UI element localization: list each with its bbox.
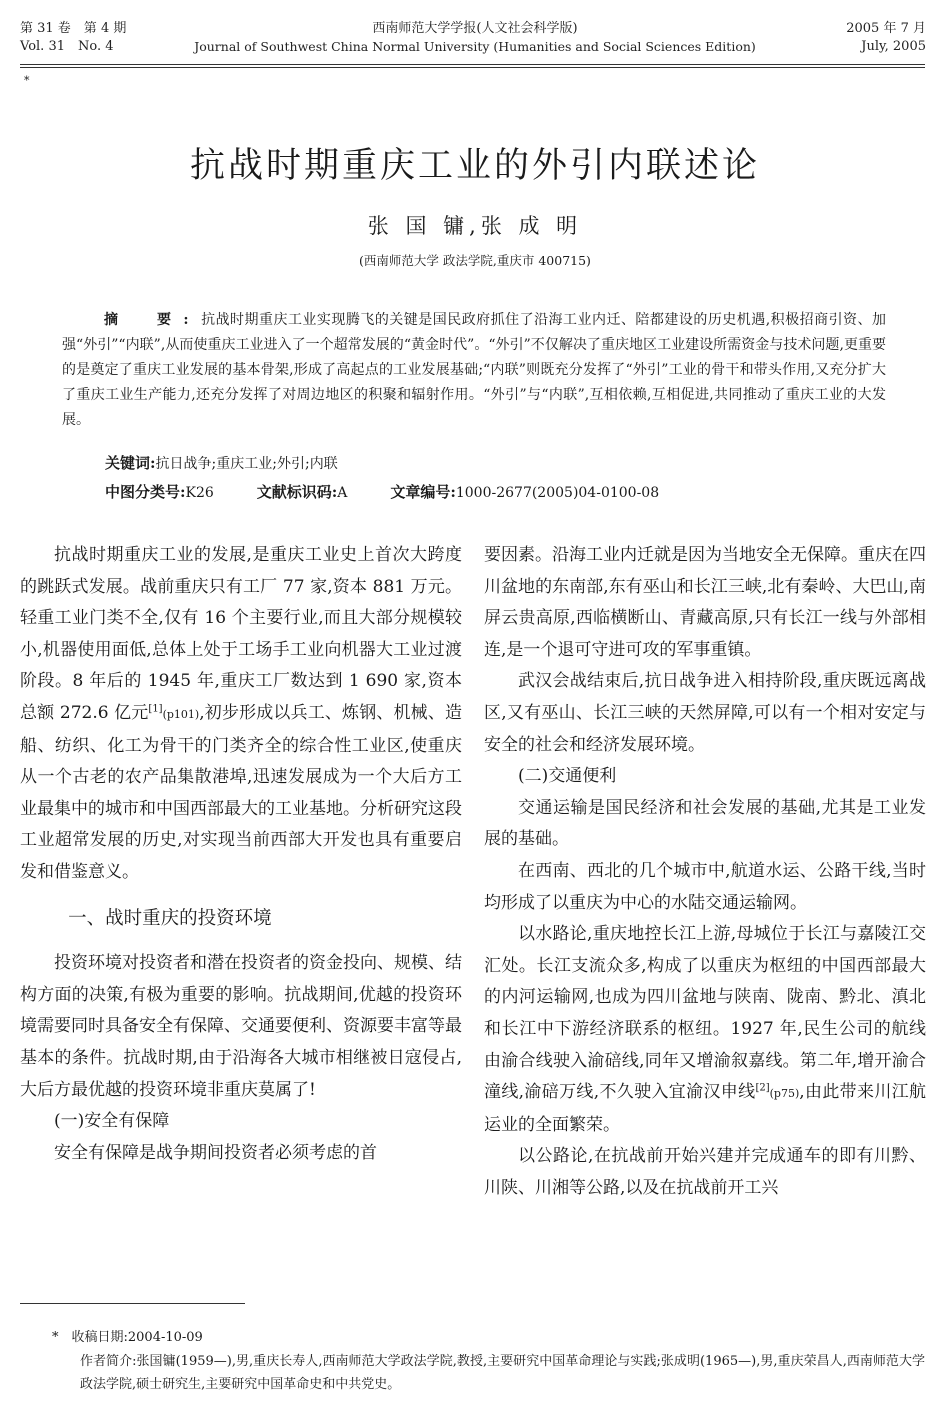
subsection-heading-transport: (二)交通便利	[518, 766, 617, 787]
classification-line	[105, 481, 659, 504]
citation-page-1: (p101)	[162, 707, 200, 721]
wuhan-paragraph: 武汉会战结束后,抗日战争进入相持阶段,重庆既远离战区,又有巫山、长江三峡的天然屏障,可以有一个相对安定与安全的社会和经济发展环境。	[484, 671, 926, 755]
abstract-label: 摘 要:	[104, 312, 201, 328]
article-number-label: 文章编号:	[390, 483, 456, 501]
waterway-paragraph	[484, 919, 926, 1141]
abstract	[62, 308, 886, 433]
volume-issue-cn: 第 31 卷 第 4 期	[20, 21, 127, 36]
transport-basis-paragraph: 交通运输是国民经济和社会发展的基础,尤其是工业发展的基础。	[484, 797, 926, 850]
clc-value: K26	[185, 485, 214, 501]
abstract-text: 抗战时期重庆工业实现腾飞的关键是国民政府抓住了沿海工业内迁、陪都建设的历史机遇,积极招商引资、加强“外引”“内联”,从而使重庆工业进入了一个超常发展的“黄金时代”。“外引”不仅解决了重庆地区工业建设所需资金与技术问题,更重要的是奠定了重庆工业发展的基本骨架,形成了高起点的工业发展基础;“内联”则既充分发挥了“外引”工业的骨干和带头作用,又充分扩大了重庆工业生产能力,还充分发挥了对周边地区的积聚和辐射作用。“外引”与“内联”,互相依赖,互相促进,共同推动了重庆工业的大发展。	[62, 312, 886, 428]
investment-env-paragraph: 投资环境对投资者和潜在投资者的资金投向、规模、结构方面的决策,有极为重要的影响。抗战期间,优越的投资环境需要同时具备安全有保障、交通要便利、资源要丰富等最基本的条件。抗战时期,由于沿海各大城市相继被日寇侵占,大后方最优越的投资环境非重庆莫属了!	[20, 953, 462, 1100]
keywords	[105, 452, 338, 475]
intro-text-b: ,初步形成以兵工、炼钢、机械、造船、纺织、化工为骨干的门类齐全的综合性工业区,使重庆从一个古老的农产品集散港埠,迅速发展成为一个大后方工业最集中的城市和中国西部最大的工业基地。分析研究这段工业超常发展的历史,对实现当前西部大开发也具有重要启发和借鉴意义。	[20, 702, 462, 882]
footnote-rule	[20, 1303, 245, 1304]
body-right-column	[484, 540, 926, 1204]
safety-continued-paragraph: 要因素。沿海工业内迁就是因为当地安全无保障。重庆在四川盆地的东南部,东有巫山和长江三峡,北有秦岭、大巴山,南屏云贵高原,西临横断山、青藏高原,只有长江一线与外部相连,是一个退可守进可攻的军事重镇。	[484, 545, 926, 660]
header-rule-bottom	[20, 67, 925, 68]
transport-network-paragraph: 在西南、西北的几个城市中,航道水运、公路干线,当时均形成了以重庆为中心的水陆交通运输网。	[484, 860, 926, 913]
intro-text-a: 抗战时期重庆工业的发展,是重庆工业史上首次大跨度的跳跃式发展。战前重庆只有工厂 77 家,资本 881 万元。轻重工业门类不全,仅有 16 个主要行业,而且大部分规模较小,机器使用面低,总体上处于工场手工业向机器大工业过渡阶段。8 年后的 1945 年,重庆工厂数达到 1 690 家,资本总额 272.6 亿元	[20, 545, 462, 723]
journal-volume-info	[20, 20, 126, 56]
article-title: 抗战时期重庆工业的外引内联述论	[189, 146, 760, 186]
date-cn: 2005 年 7 月	[846, 21, 926, 36]
body-left-column	[20, 540, 462, 1169]
doc-code-label: 文献标识码:	[256, 483, 338, 501]
author-affiliation: (西南师范大学 政法学院,重庆市 400715)	[359, 253, 591, 268]
clc-label: 中图分类号:	[105, 483, 186, 501]
citation-page-2: (p75)	[769, 1087, 800, 1101]
keywords-label: 关键词:	[105, 454, 156, 472]
journal-name-en: Journal of Southwest China Normal University (Humanities and Social Sciences Edition)	[194, 39, 756, 54]
waterway-text-b: ,由此带来川江航运业的全面繁荣。	[484, 1082, 926, 1135]
intro-paragraph	[20, 540, 462, 889]
article-authors: 张 国 镛,张 成 明	[367, 214, 583, 238]
journal-name-cn: 西南师范大学学报(人文社会科学版)	[372, 21, 578, 36]
doc-code-value: A	[337, 485, 348, 501]
article-number-value: 1000-2677(2005)04-0100-08	[455, 485, 660, 501]
citation-ref-1: [1]	[148, 703, 163, 715]
date-en: July, 2005	[861, 39, 926, 54]
footnote-star-mark: *	[24, 74, 30, 87]
received-date-footnote: * 收稿日期:2004-10-09	[52, 1330, 203, 1345]
journal-date	[846, 20, 926, 56]
highway-paragraph: 以公路论,在抗战前开始兴建并完成通车的即有川黔、川陕、川湘等公路,以及在抗战前开工兴	[484, 1146, 926, 1198]
section-heading-1: 一、战时重庆的投资环境	[68, 907, 272, 929]
keywords-text: 抗日战争;重庆工业;外引;内联	[155, 456, 338, 472]
journal-name	[150, 20, 800, 56]
waterway-text-a: 以水路论,重庆地控长江上游,母城位于长江与嘉陵江交汇处。长江支流众多,构成了以重庆为枢纽的中国西部最大的内河运输网,也成为四川盆地与陕南、陇南、黔北、滇北和长江中下游经济联系的枢纽。1927 年,民生公司的航线由渝合线驶入渝碚线,同年又增渝叙嘉线。第二年,增开渝合潼线,渝碚万线,不久驶入宜渝汉申线	[484, 924, 926, 1103]
author-bio-footnote: 作者简介:张国镛(1959—),男,重庆长寿人,西南师范大学政法学院,教授,主要研究中国革命理论与实践;张成明(1965—),男,重庆荣昌人,西南师范大学政法学院,硕士研究生,主要研究中国革命史和中共党史。	[80, 1354, 925, 1392]
header-rule-top	[20, 64, 925, 65]
subsection-heading-safety: (一)安全有保障	[54, 1111, 170, 1132]
volume-issue-en: Vol. 31 No. 4	[20, 39, 114, 54]
citation-ref-2: [2]	[755, 1082, 770, 1094]
safety-paragraph: 安全有保障是战争期间投资者必须考虑的首	[54, 1142, 377, 1163]
